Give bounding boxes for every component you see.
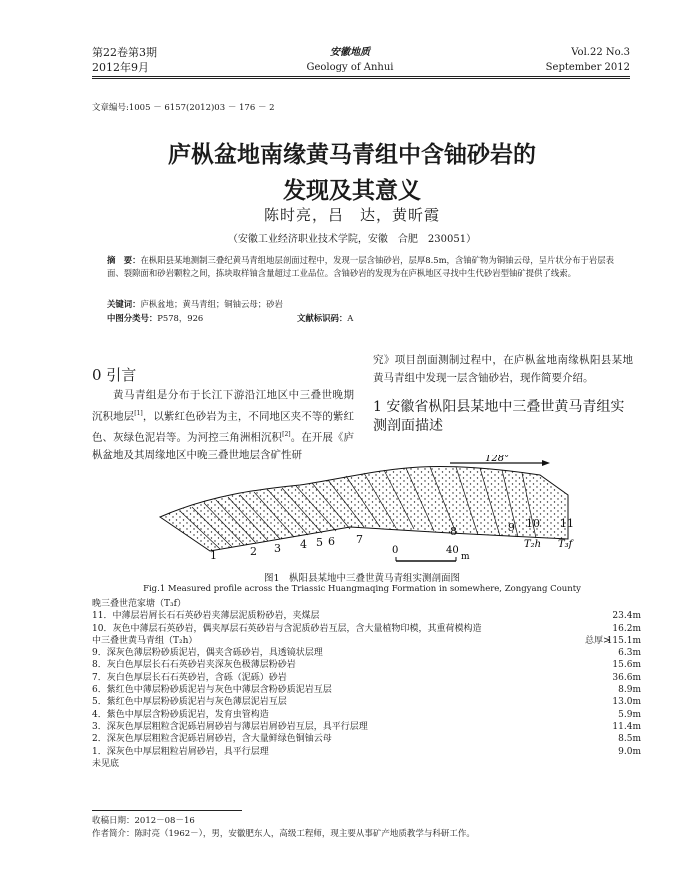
classification-value: P578，926 bbox=[157, 313, 204, 323]
base-note: 未见底 bbox=[92, 758, 120, 769]
bed-row bbox=[92, 659, 652, 671]
bed-row bbox=[92, 709, 652, 721]
bed-row bbox=[92, 610, 652, 622]
abstract bbox=[107, 254, 627, 280]
bed-number-3: 3 bbox=[274, 542, 281, 555]
keywords-text: 庐枞盆地；黄马青组；铜铀云母；砂岩 bbox=[140, 299, 283, 309]
scale-label-0: 0 bbox=[392, 545, 399, 556]
bed-row bbox=[92, 623, 652, 635]
bed-8-thickness: 15.6m bbox=[612, 660, 641, 671]
bed-number-10: 10 bbox=[526, 517, 540, 530]
section-outline bbox=[160, 466, 568, 551]
scale-unit: m bbox=[461, 552, 470, 562]
running-header-center bbox=[290, 45, 410, 75]
bed-7-thickness: 36.6m bbox=[612, 672, 641, 683]
bed-number-4: 4 bbox=[300, 538, 307, 551]
bed-8-desc: 8．灰白色厚层长石石英砂岩夹深灰色极薄层粉砂岩 bbox=[92, 660, 296, 671]
bed-9-thickness: 6.3m bbox=[618, 648, 641, 659]
received-date: 收稿日期：2012－08－16 bbox=[92, 816, 195, 826]
citation-1: [1] bbox=[134, 409, 143, 417]
bed-10-thickness: 16.2m bbox=[612, 623, 641, 634]
bed-row bbox=[92, 696, 652, 708]
bed-row bbox=[92, 684, 652, 696]
scale-label-40: 40 bbox=[446, 545, 459, 556]
upper-unit-name: 晚三叠世范家塘（T₃f） bbox=[92, 599, 186, 609]
citation-2: [2] bbox=[282, 430, 291, 438]
bed-number-11: 11 bbox=[560, 517, 574, 530]
base-row bbox=[92, 758, 652, 770]
paper-title-line-1: 庐枞盆地南缘黄马青组中含铀砂岩的 bbox=[168, 142, 536, 168]
header-rule-bottom bbox=[92, 78, 630, 79]
document-code-label: 文献标识码： bbox=[297, 313, 348, 323]
journal-name-cn: 安徽地质 bbox=[330, 47, 370, 58]
author-bio: 作者简介：陈时亮（1962－），男，安徽肥东人，高级工程师，现主要从事矿产地质教学与科研工作。 bbox=[92, 829, 475, 839]
intro-paragraph bbox=[92, 387, 354, 464]
bed-row bbox=[92, 721, 652, 733]
footnote-rule bbox=[92, 810, 242, 811]
bed-2-desc: 2．深灰色厚层粗粒含泥砾岩屑砂岩，含大量鲜绿色铜铀云母 bbox=[92, 734, 332, 745]
unit-label-t2h: T₂h bbox=[524, 539, 542, 550]
unit-label-t3f: T₃f bbox=[558, 539, 573, 550]
bed-9-desc: 9．深灰色薄层粉砂质泥岩，偶夹含砾砂岩，具透镜状层理 bbox=[92, 648, 323, 659]
bed-2-thickness: 8.5m bbox=[618, 734, 641, 745]
bed-row bbox=[92, 672, 652, 684]
bed-6-desc: 6．紫红色中薄层粉砂质泥岩与灰色中薄层含粉砂质泥岩互层 bbox=[92, 685, 332, 696]
bed-3-thickness: 11.4m bbox=[612, 721, 641, 732]
cross-section-figure bbox=[150, 455, 590, 567]
bed-7-desc: 7．灰白色厚层长石石英砂岩，含砾（泥砾）砂岩 bbox=[92, 672, 287, 683]
total-thickness-value: 115.1m bbox=[606, 635, 641, 646]
bed-6-thickness: 8.9m bbox=[618, 685, 641, 696]
arrow-head-icon bbox=[542, 460, 550, 466]
total-thickness-label: 总厚> bbox=[585, 635, 611, 646]
volume-issue-cn: 第22卷第3期 bbox=[92, 46, 157, 59]
bed-number-5: 5 bbox=[316, 536, 323, 549]
bed-1-thickness: 9.0m bbox=[618, 746, 641, 757]
bed-5-desc: 5．紫红色中厚层粉砂质泥岩与灰色薄层泥岩互层 bbox=[92, 697, 287, 708]
upper-unit-row bbox=[92, 598, 652, 610]
figure-caption-en: Fig.1 Measured profile across the Triassic Huangmaqing Formation in somewhere, Zongyang County bbox=[143, 584, 581, 594]
section-1-heading: 1 安徽省枞阳县某地中三叠世黄马青组实测剖面描述 bbox=[373, 399, 625, 434]
middle-unit-name: 中三叠世黄马青组（T₂h） bbox=[92, 635, 198, 646]
classification bbox=[107, 312, 203, 324]
abstract-label: 摘 要： bbox=[107, 255, 141, 265]
bed-row bbox=[92, 746, 652, 758]
paper-title-line-2: 发现及其意义 bbox=[283, 178, 421, 204]
keywords-label: 关键词： bbox=[107, 299, 141, 309]
bed-11-desc: 11．中薄层岩屑长石石英砂岩夹薄层泥质粉砂岩，夹煤层 bbox=[92, 611, 320, 622]
bed-number-6: 6 bbox=[328, 535, 335, 548]
bed-number-8: 8 bbox=[450, 525, 457, 538]
bed-number-9: 9 bbox=[508, 521, 515, 534]
bed-3-desc: 3．深灰色厚层粗粒含泥砾岩屑砂岩与薄层岩屑砂岩互层，具平行层理 bbox=[92, 721, 368, 732]
bearing-label: 128° bbox=[485, 455, 510, 464]
affiliation: （安徽工业经济职业技术学院，安徽 合肥 230051） bbox=[227, 234, 477, 245]
classification-label: 中图分类号： bbox=[107, 313, 158, 323]
bed-10-desc: 10．灰色中薄层石英砂岩，偶夹厚层石英砂岩与含泥质砂岩互层，含大量植物印模，其重荷模构造 bbox=[92, 623, 482, 634]
bed-number-2: 2 bbox=[250, 545, 257, 558]
date-cn: 2012年9月 bbox=[92, 61, 149, 74]
bed-row bbox=[92, 733, 652, 745]
scale-bar bbox=[392, 545, 470, 562]
bed-number-1: 1 bbox=[210, 549, 217, 562]
abstract-text: 在枞阳县某地测制三叠纪黄马青组地层剖面过程中，发现一层含铀砂岩，层厚8.5m，含铀矿物为铜铀云母，呈片状分布于岩层表面、裂隙面和砂岩颗粒之间，拣块取样铀含量超过工业品位。含铀砂岩的发现为在庐枞地区寻找中生代砂岩型铀矿提供了线索。 bbox=[107, 255, 615, 278]
authors: 陈时亮，吕 达，黄昕霞 bbox=[263, 206, 440, 224]
intro-text-3: 。在开展《庐枞盆地及其周缘地区中晚三叠世地层含矿性研 bbox=[92, 431, 354, 461]
article-number: 文章编号:1005 － 6157(2012)03 － 176 － 2 bbox=[92, 103, 275, 113]
bed-row bbox=[92, 647, 652, 659]
bed-5-thickness: 13.0m bbox=[612, 697, 641, 708]
bed-11-thickness: 23.4m bbox=[612, 611, 641, 622]
intro-text-2: ，以紫红色砂岩为主，不同地区夹不等的紫红色、灰绿色泥岩等。为河控三角洲相沉积 bbox=[92, 410, 354, 443]
keywords bbox=[107, 298, 283, 310]
bed-number-7: 7 bbox=[356, 533, 363, 546]
document-code bbox=[297, 312, 353, 324]
journal-name-en: Geology of Anhui bbox=[306, 62, 394, 73]
volume-issue-en: Vol.22 No.3 bbox=[571, 47, 630, 58]
running-header-right bbox=[546, 45, 630, 75]
date-en: September 2012 bbox=[545, 62, 630, 73]
figure-caption-cn: 图1 枞阳县某地中三叠世黄马青组实测剖面图 bbox=[263, 573, 461, 584]
intro-heading: 0 引言 bbox=[92, 366, 137, 384]
document-code-value: A bbox=[347, 313, 354, 323]
bed-4-thickness: 5.9m bbox=[618, 709, 641, 720]
strata-description bbox=[92, 598, 652, 770]
running-header-left bbox=[92, 45, 157, 75]
middle-unit-row bbox=[92, 635, 652, 647]
bed-4-desc: 4．紫色中厚层含粉砂质泥岩，发育虫管构造 bbox=[92, 709, 269, 720]
header-rule-top bbox=[92, 76, 630, 77]
intro-text-1: 黄马青组是分布于长江下游沿江地区中三叠世晚期沉积地层 bbox=[92, 389, 354, 422]
intro-continued: 究》项目剖面测制过程中，在庐枞盆地南缘枞阳县某地黄马青组中发现一层含铀砂岩，现作简要介绍。 bbox=[373, 354, 633, 384]
bed-1-desc: 1．深灰色中厚层粗粒岩屑砂岩，具平行层理 bbox=[92, 746, 269, 757]
